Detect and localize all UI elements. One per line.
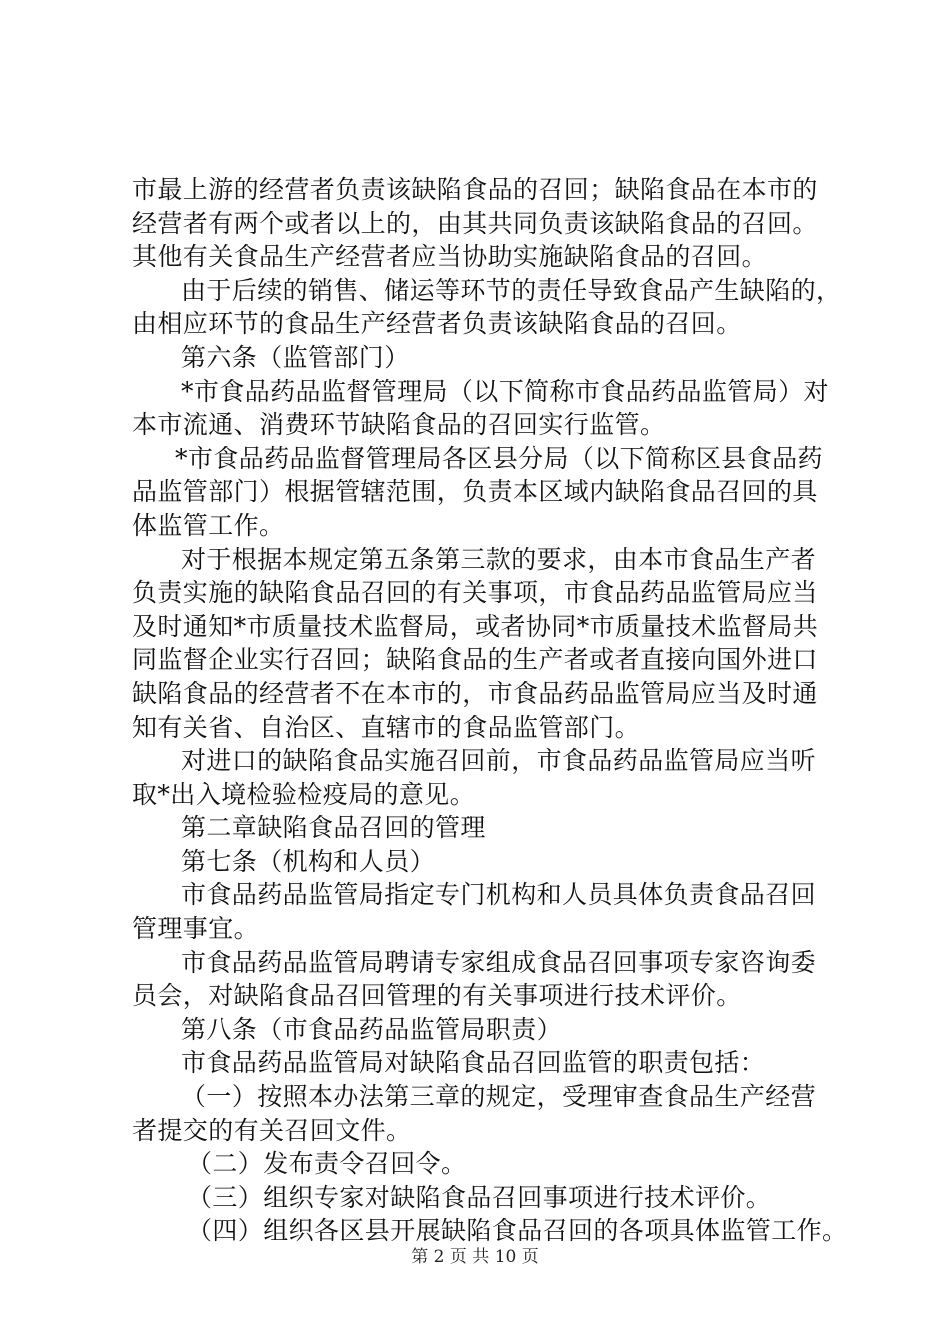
document-body bbox=[132, 173, 848, 1248]
list-item: （二）发布责令召回令。 bbox=[187, 1149, 467, 1179]
text-line: 体监管工作。 bbox=[132, 510, 285, 540]
text-line: 负责实施的缺陷食品召回的有关事项，市食品药品监管局应当 bbox=[132, 578, 818, 608]
text-line: 市食品药品监管局对缺陷食品召回监管的职责包括： bbox=[181, 1048, 766, 1078]
text-line: 对于根据本规定第五条第三款的要求，由本市食品生产者 bbox=[181, 544, 817, 574]
text-line: 缺陷食品的经营者不在本市的，市食品药品监管局应当及时通 bbox=[132, 678, 818, 708]
text-line: 由相应环节的食品生产经营者负责该缺陷食品的召回。 bbox=[132, 309, 742, 339]
article-heading: 第六条（监管部门） bbox=[181, 342, 410, 372]
article-heading: 第七条（机构和人员） bbox=[181, 846, 436, 876]
text-line: 经营者有两个或者以上的，由其共同负责该缺陷食品的召回。 bbox=[132, 208, 818, 238]
text-line: 品监管部门）根据管辖范围，负责本区域内缺陷食品召回的具 bbox=[132, 477, 818, 507]
text-line: 由于后续的销售、储运等环节的责任导致食品产生缺陷的， bbox=[181, 275, 842, 305]
list-item: （一）按照本办法第三章的规定，受理审查食品生产经营 bbox=[181, 1082, 817, 1112]
text-line: 者提交的有关召回文件。 bbox=[132, 1115, 412, 1145]
page-number: 第 2 页 共 10 页 bbox=[411, 1247, 539, 1267]
text-line: 及时通知*市质量技术监督局，或者协同*市质量技术监督局共 bbox=[132, 611, 819, 641]
text-line: 市食品药品监管局聘请专家组成食品召回事项专家咨询委 bbox=[181, 947, 817, 977]
article-heading: 第八条（市食品药品监管局职责） bbox=[181, 1014, 563, 1044]
text-line: 本市流通、消费环节缺陷食品的召回实行监管。 bbox=[132, 410, 666, 440]
text-line: *市食品药品监督管理局各区县分局（以下简称区县食品药 bbox=[175, 443, 823, 473]
list-item: （三）组织专家对缺陷食品召回事项进行技术评价。 bbox=[187, 1182, 772, 1212]
text-line: *市食品药品监督管理局（以下简称市食品药品监管局）对 bbox=[181, 376, 829, 406]
text-line: 员会，对缺陷食品召回管理的有关事项进行技术评价。 bbox=[132, 981, 742, 1011]
list-item: （四）组织各区县开展缺陷食品召回的各项具体监管工作。 bbox=[187, 1216, 848, 1246]
text-line: 管理事宜。 bbox=[132, 914, 260, 944]
text-line: 市食品药品监管局指定专门机构和人员具体负责食品召回 bbox=[181, 880, 817, 910]
text-line: 对进口的缺陷食品实施召回前，市食品药品监管局应当听 bbox=[181, 746, 817, 776]
text-line: 市最上游的经营者负责该缺陷食品的召回；缺陷食品在本市的 bbox=[132, 175, 818, 204]
text-line: 同监督企业实行召回；缺陷食品的生产者或者直接向国外进口 bbox=[132, 645, 818, 675]
text-line: 知有关省、自治区、直辖市的食品监管部门。 bbox=[132, 712, 641, 742]
chapter-heading: 第二章缺陷食品召回的管理 bbox=[181, 813, 486, 843]
text-line: 取*出入境检验检疫局的意见。 bbox=[132, 779, 476, 809]
text-line: 其他有关食品生产经营者应当协助实施缺陷食品的召回。 bbox=[132, 242, 768, 272]
